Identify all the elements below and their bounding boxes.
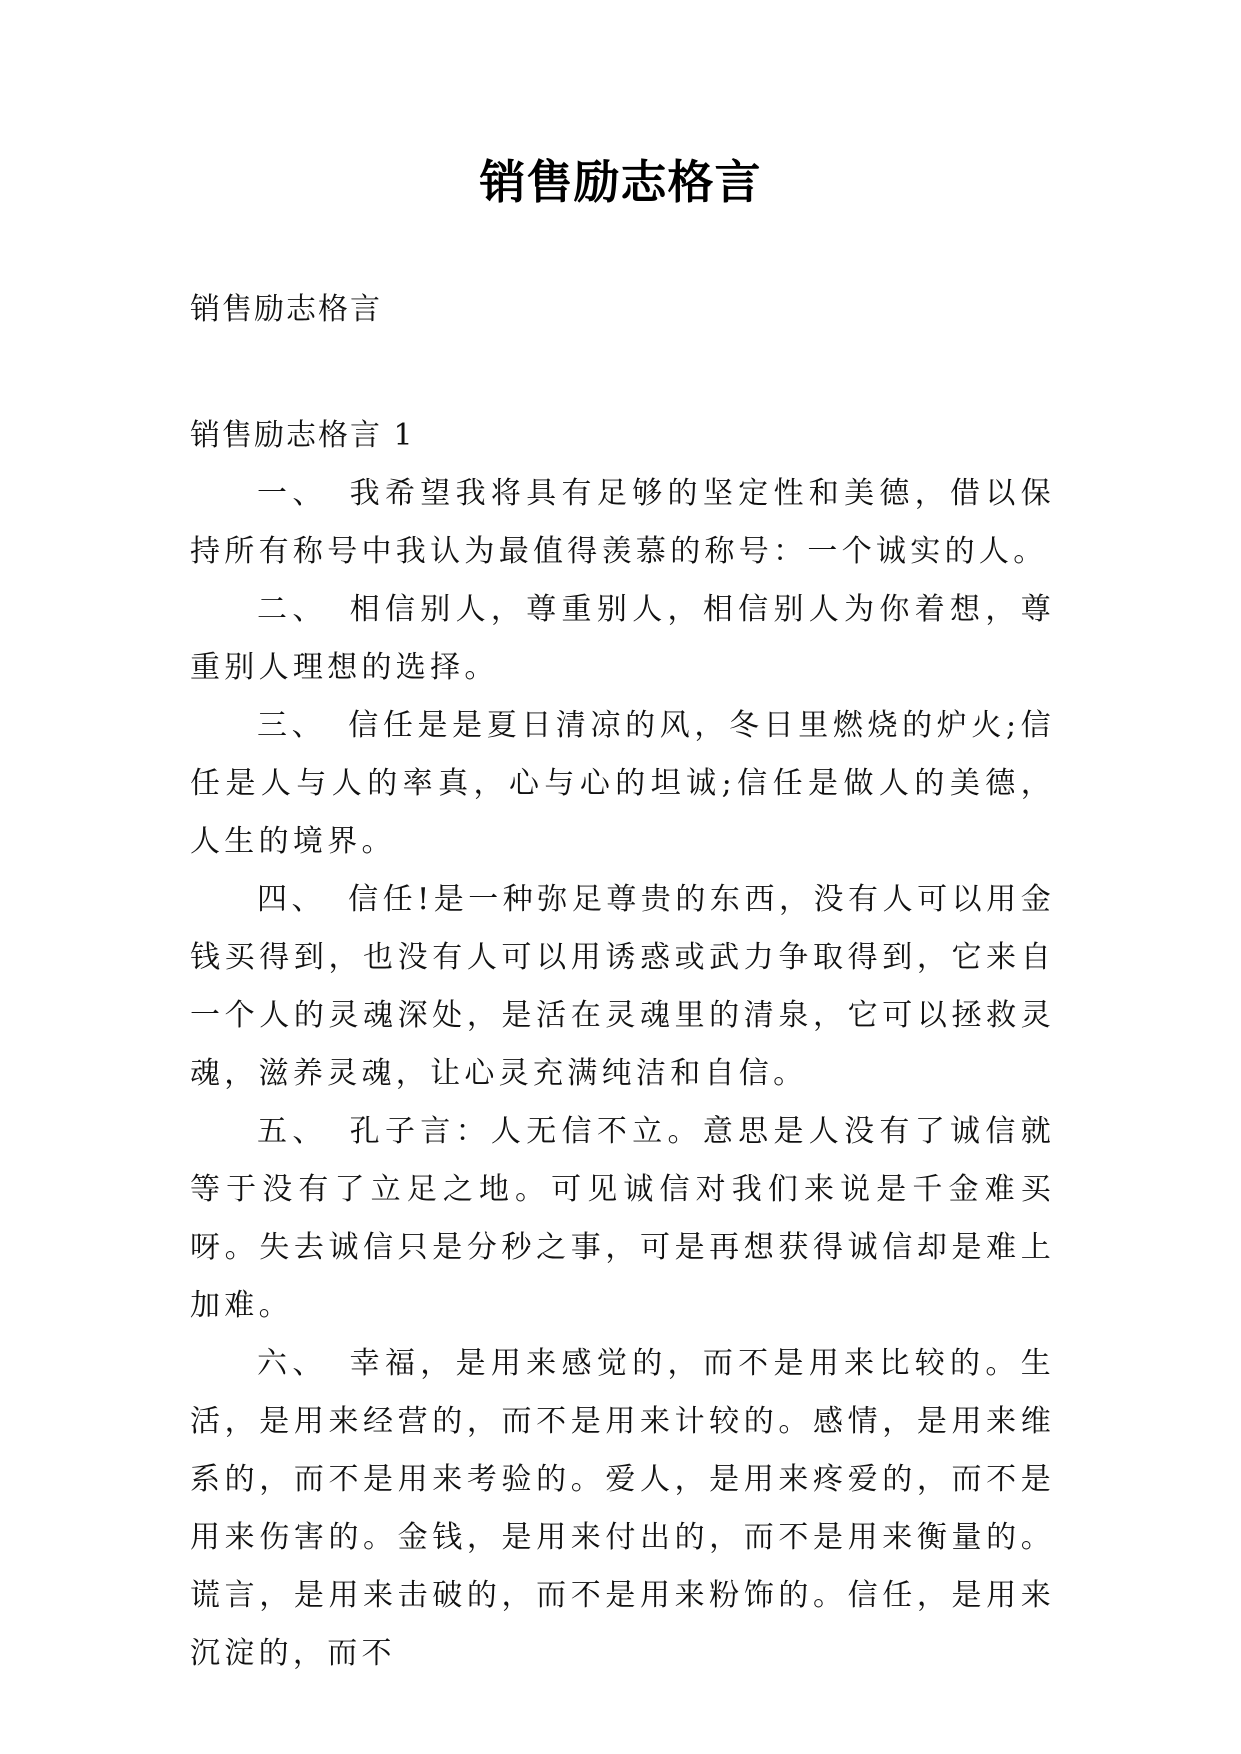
- item-text: 幸福，是用来感觉的，而不是用来比较的。生活，是用来经营的，而不是用来计较的。感情，是用来维系的，而不是用来考验的。爱人，是用来疼爱的，而不是用来伤害的。金钱，是用来付出的，而不是用来衡量的。谎言，是用来击破的，而不是用来粉饰的。信任，是用来沉淀的，而不: [190, 1346, 1055, 1671]
- list-item: [190, 581, 1055, 697]
- item-number: 二、: [257, 592, 328, 627]
- document-title: 销售励志格言: [479, 155, 762, 209]
- list-item: [190, 1335, 1055, 1683]
- section-title: 销售励志格言 1: [190, 418, 415, 453]
- item-number: 三、: [257, 708, 327, 743]
- list-item: [190, 465, 1055, 581]
- item-number: 六、: [257, 1346, 328, 1381]
- item-number: 五、: [257, 1114, 328, 1149]
- list-item: [190, 871, 1055, 1103]
- item-number: 一、: [257, 476, 328, 511]
- item-text: 我希望我将具有足够的坚定性和美德，借以保持所有称号中我认为最值得羡慕的称号：一个诚实的人。: [190, 476, 1055, 569]
- item-number: 四、: [257, 882, 327, 917]
- item-text: 信任!是一种弥足尊贵的东西，没有人可以用金钱买得到，也没有人可以用诱惑或武力争取得到，它来自一个人的灵魂深处，是活在灵魂里的清泉，它可以拯救灵魂，滋养灵魂，让心灵充满纯洁和自信。: [190, 882, 1055, 1091]
- item-text: 孔子言：人无信不立。意思是人没有了诚信就等于没有了立足之地。可见诚信对我们来说是千金难买呀。失去诚信只是分秒之事，可是再想获得诚信却是难上加难。: [190, 1114, 1055, 1323]
- document-subtitle: 销售励志格言: [190, 292, 382, 327]
- item-text: 信任是是夏日清凉的风，冬日里燃烧的炉火;信任是人与人的率真，心与心的坦诚;信任是做人的美德，人生的境界。: [190, 708, 1055, 859]
- list-item: [190, 697, 1055, 871]
- item-text: 相信别人，尊重别人，相信别人为你着想，尊重别人理想的选择。: [190, 592, 1055, 685]
- document-body: [190, 407, 1055, 1683]
- list-item: [190, 1103, 1055, 1335]
